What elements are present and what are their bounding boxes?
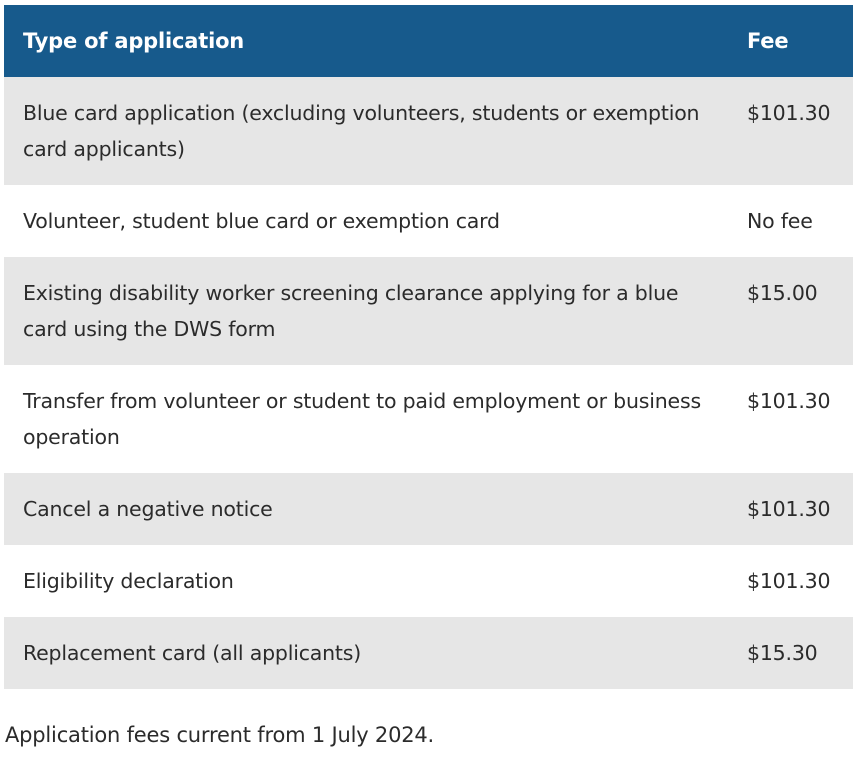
row-fee: $101.30 xyxy=(728,365,853,473)
fees-footnote: Application fees current from 1 July 2024. xyxy=(5,723,435,747)
row-type: Blue card application (excluding volunteers, students or exemption card applicants) xyxy=(4,77,728,185)
table-row xyxy=(4,185,853,257)
row-fee: $101.30 xyxy=(728,473,853,545)
row-type: Cancel a negative notice xyxy=(4,473,728,545)
table-row xyxy=(4,617,853,689)
row-fee: $15.30 xyxy=(728,617,853,689)
table-row xyxy=(4,545,853,617)
table-row xyxy=(4,365,853,473)
row-type: Eligibility declaration xyxy=(4,545,728,617)
table-row xyxy=(4,257,853,365)
row-type: Replacement card (all applicants) xyxy=(4,617,728,689)
row-fee: $15.00 xyxy=(728,257,853,365)
row-type: Existing disability worker screening clearance applying for a blue card using the DWS form xyxy=(4,257,728,365)
header-type-of-application: Type of application xyxy=(4,5,728,77)
row-type: Volunteer, student blue card or exemption card xyxy=(4,185,728,257)
fees-table xyxy=(4,5,853,689)
table-header-row xyxy=(4,5,853,77)
row-fee: $101.30 xyxy=(728,545,853,617)
table-row xyxy=(4,473,853,545)
table-row xyxy=(4,77,853,185)
row-fee: No fee xyxy=(728,185,853,257)
header-fee: Fee xyxy=(728,5,853,77)
row-fee: $101.30 xyxy=(728,77,853,185)
row-type: Transfer from volunteer or student to paid employment or business operation xyxy=(4,365,728,473)
